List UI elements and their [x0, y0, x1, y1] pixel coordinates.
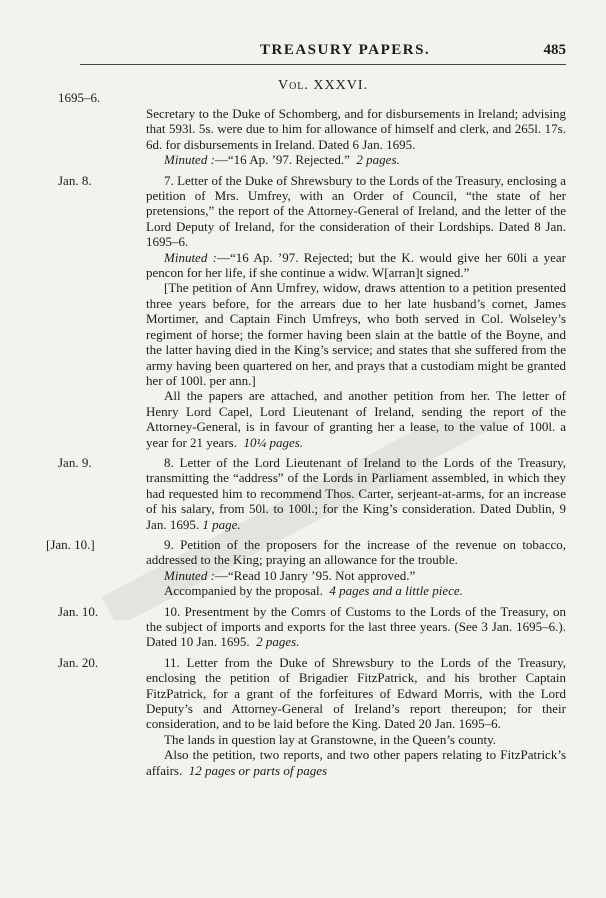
entry-continuation: [40, 106, 566, 168]
entry-minute: [146, 152, 566, 167]
entry-extent: 1 page.: [202, 516, 241, 532]
entry-extent: 10¼ pages.: [243, 434, 304, 450]
running-title: TREASURY PAPERS.: [260, 42, 431, 58]
entry-date: Jan. 20.: [58, 654, 99, 670]
minuted-text: —“16 Ap. ’97. Rejected.”: [214, 152, 350, 168]
attachments-text: All the papers are attached, and another petition from her. The letter of Henry Lord Capel, Lord Lieutenant of Ireland, sending the report of the Attorney-General, is in favour of granting her a lease, to the value of 100l. a year for 21 years.: [146, 388, 566, 450]
page-number: 485: [543, 42, 566, 58]
entry-10: [40, 604, 566, 650]
running-head: [80, 42, 566, 65]
entry-text: 7. Letter of the Duke of Shrewsbury to the Lords of the Treasury, enclosing a petition of Mrs. Umfrey, with an Order of Council, “the state of her pretensions,” the report of the Attorney-General of Ireland, and the letter of the Lord Deputy of Ireland, for the consideration of their Lordships. Dated 8 Jan. 1695–6.: [146, 172, 566, 250]
entry-extent: 12 pages or parts of pages: [188, 762, 328, 778]
entry-attachments: [146, 583, 566, 598]
entry-11: [40, 655, 566, 778]
entry-extent: 2 pages.: [356, 152, 400, 168]
minuted-text: —“16 Ap. ’97. Rejected; but the K. would give her 60li a year pencon for her life, if she continue a widw. W[arran]t signed.”: [146, 249, 566, 281]
entry-body: [146, 604, 566, 650]
entry-8: [40, 455, 566, 532]
entry-attachments: [146, 747, 566, 778]
entry-date: Jan. 9.: [58, 454, 92, 470]
volume-heading: Vol. XXXVI.: [277, 78, 369, 93]
entry-text-main: 10. Presentment by the Comrs of Customs to the Lords of the Treasury, on the subject of imports and exports for the last three years. (See 3 Jan. 1695–6.). Dated 10 Jan. 1695.: [146, 603, 566, 650]
entry-text: 9. Petition of the proposers for the increase of the revenue on tobacco, addressed to the King; praying an allowance for the trouble.: [146, 536, 566, 568]
entry-date: Jan. 10.: [58, 603, 99, 619]
entry-text: [146, 604, 566, 650]
entry-text: Secretary to the Duke of Schomberg, and for disbursements in Ireland; advising that 593l. 5s. were due to him for allowance of himself and clerk, and 265l. 17s. 6d. for disbursements in Ireland. Dated 6 Jan. 1695.: [146, 106, 566, 152]
attachments-text: Also the petition, two reports, and two other papers relating to FitzPatrick’s affairs.: [146, 747, 566, 778]
attachments-text: Accompanied by the proposal.: [164, 583, 323, 599]
entry-text-main: 8. Letter of the Lord Lieutenant of Ireland to the Lords of the Treasury, transmitting the “address” of the Lords in Parliament assembled, in which they had requested him to recommend Thos. Carter, serjeant-at-arms, for an increase of his salary, from 50l. to 100l.; for the King’s consideration. Dated Dublin, 9 Jan. 1695.: [146, 454, 566, 532]
entry-attachments: [146, 388, 566, 450]
entry-body: [146, 537, 566, 599]
minuted-label: Minuted :: [164, 249, 217, 265]
entries-list: [40, 102, 566, 783]
entry-9: [40, 537, 566, 599]
entry-extent: 4 pages and a little piece.: [329, 583, 463, 599]
minuted-label: Minuted :: [164, 567, 215, 583]
entry-note: [The petition of Ann Umfrey, widow, draws attention to a petition presented three years before, for the arrears due to her late husband’s cornet, James Mortimer, and Captain Finch Umfreys, who both served in Col. Wolseley’s regiment of horse; the former having been slain at the battle of the Boyne, and the latter having died in the King’s service; and states that she suffered from the army having been quartered on her, and prays that a custodiam might be granted her of 100l. per ann.]: [146, 280, 566, 388]
year-label: 1695–6.: [58, 90, 101, 105]
entry-text: 11. Letter from the Duke of Shrewsbury to the Lords of the Treasury, enclosing the petition of Brigadier FitzPatrick, and his brother Captain FitzPatrick, for a grant of the forfeitures of Edward Morris, with the Lord Deputy’s and Attorney-General of Ireland’s report thereupon; for their consideration, and to be laid before the King. Dated 20 Jan. 1695–6.: [146, 654, 566, 732]
entry-note: The lands in question lay at Granstowne, in the Queen’s county.: [164, 731, 497, 747]
entry-7: [40, 173, 566, 450]
entry-minute: [146, 568, 566, 583]
minuted-label: Minuted :: [164, 152, 215, 168]
entry-body: [146, 106, 566, 168]
entry-text: [146, 455, 566, 532]
entry-body: [146, 173, 566, 450]
entry-minute: [146, 250, 566, 281]
entry-body: [146, 655, 566, 778]
entry-body: [146, 455, 566, 532]
entry-date: [Jan. 10.]: [46, 536, 95, 552]
minuted-text: —“Read 10 Janry ’95. Not approved.”: [214, 567, 416, 583]
entry-date: Jan. 8.: [58, 172, 92, 188]
entry-extent: 2 pages.: [256, 634, 300, 650]
